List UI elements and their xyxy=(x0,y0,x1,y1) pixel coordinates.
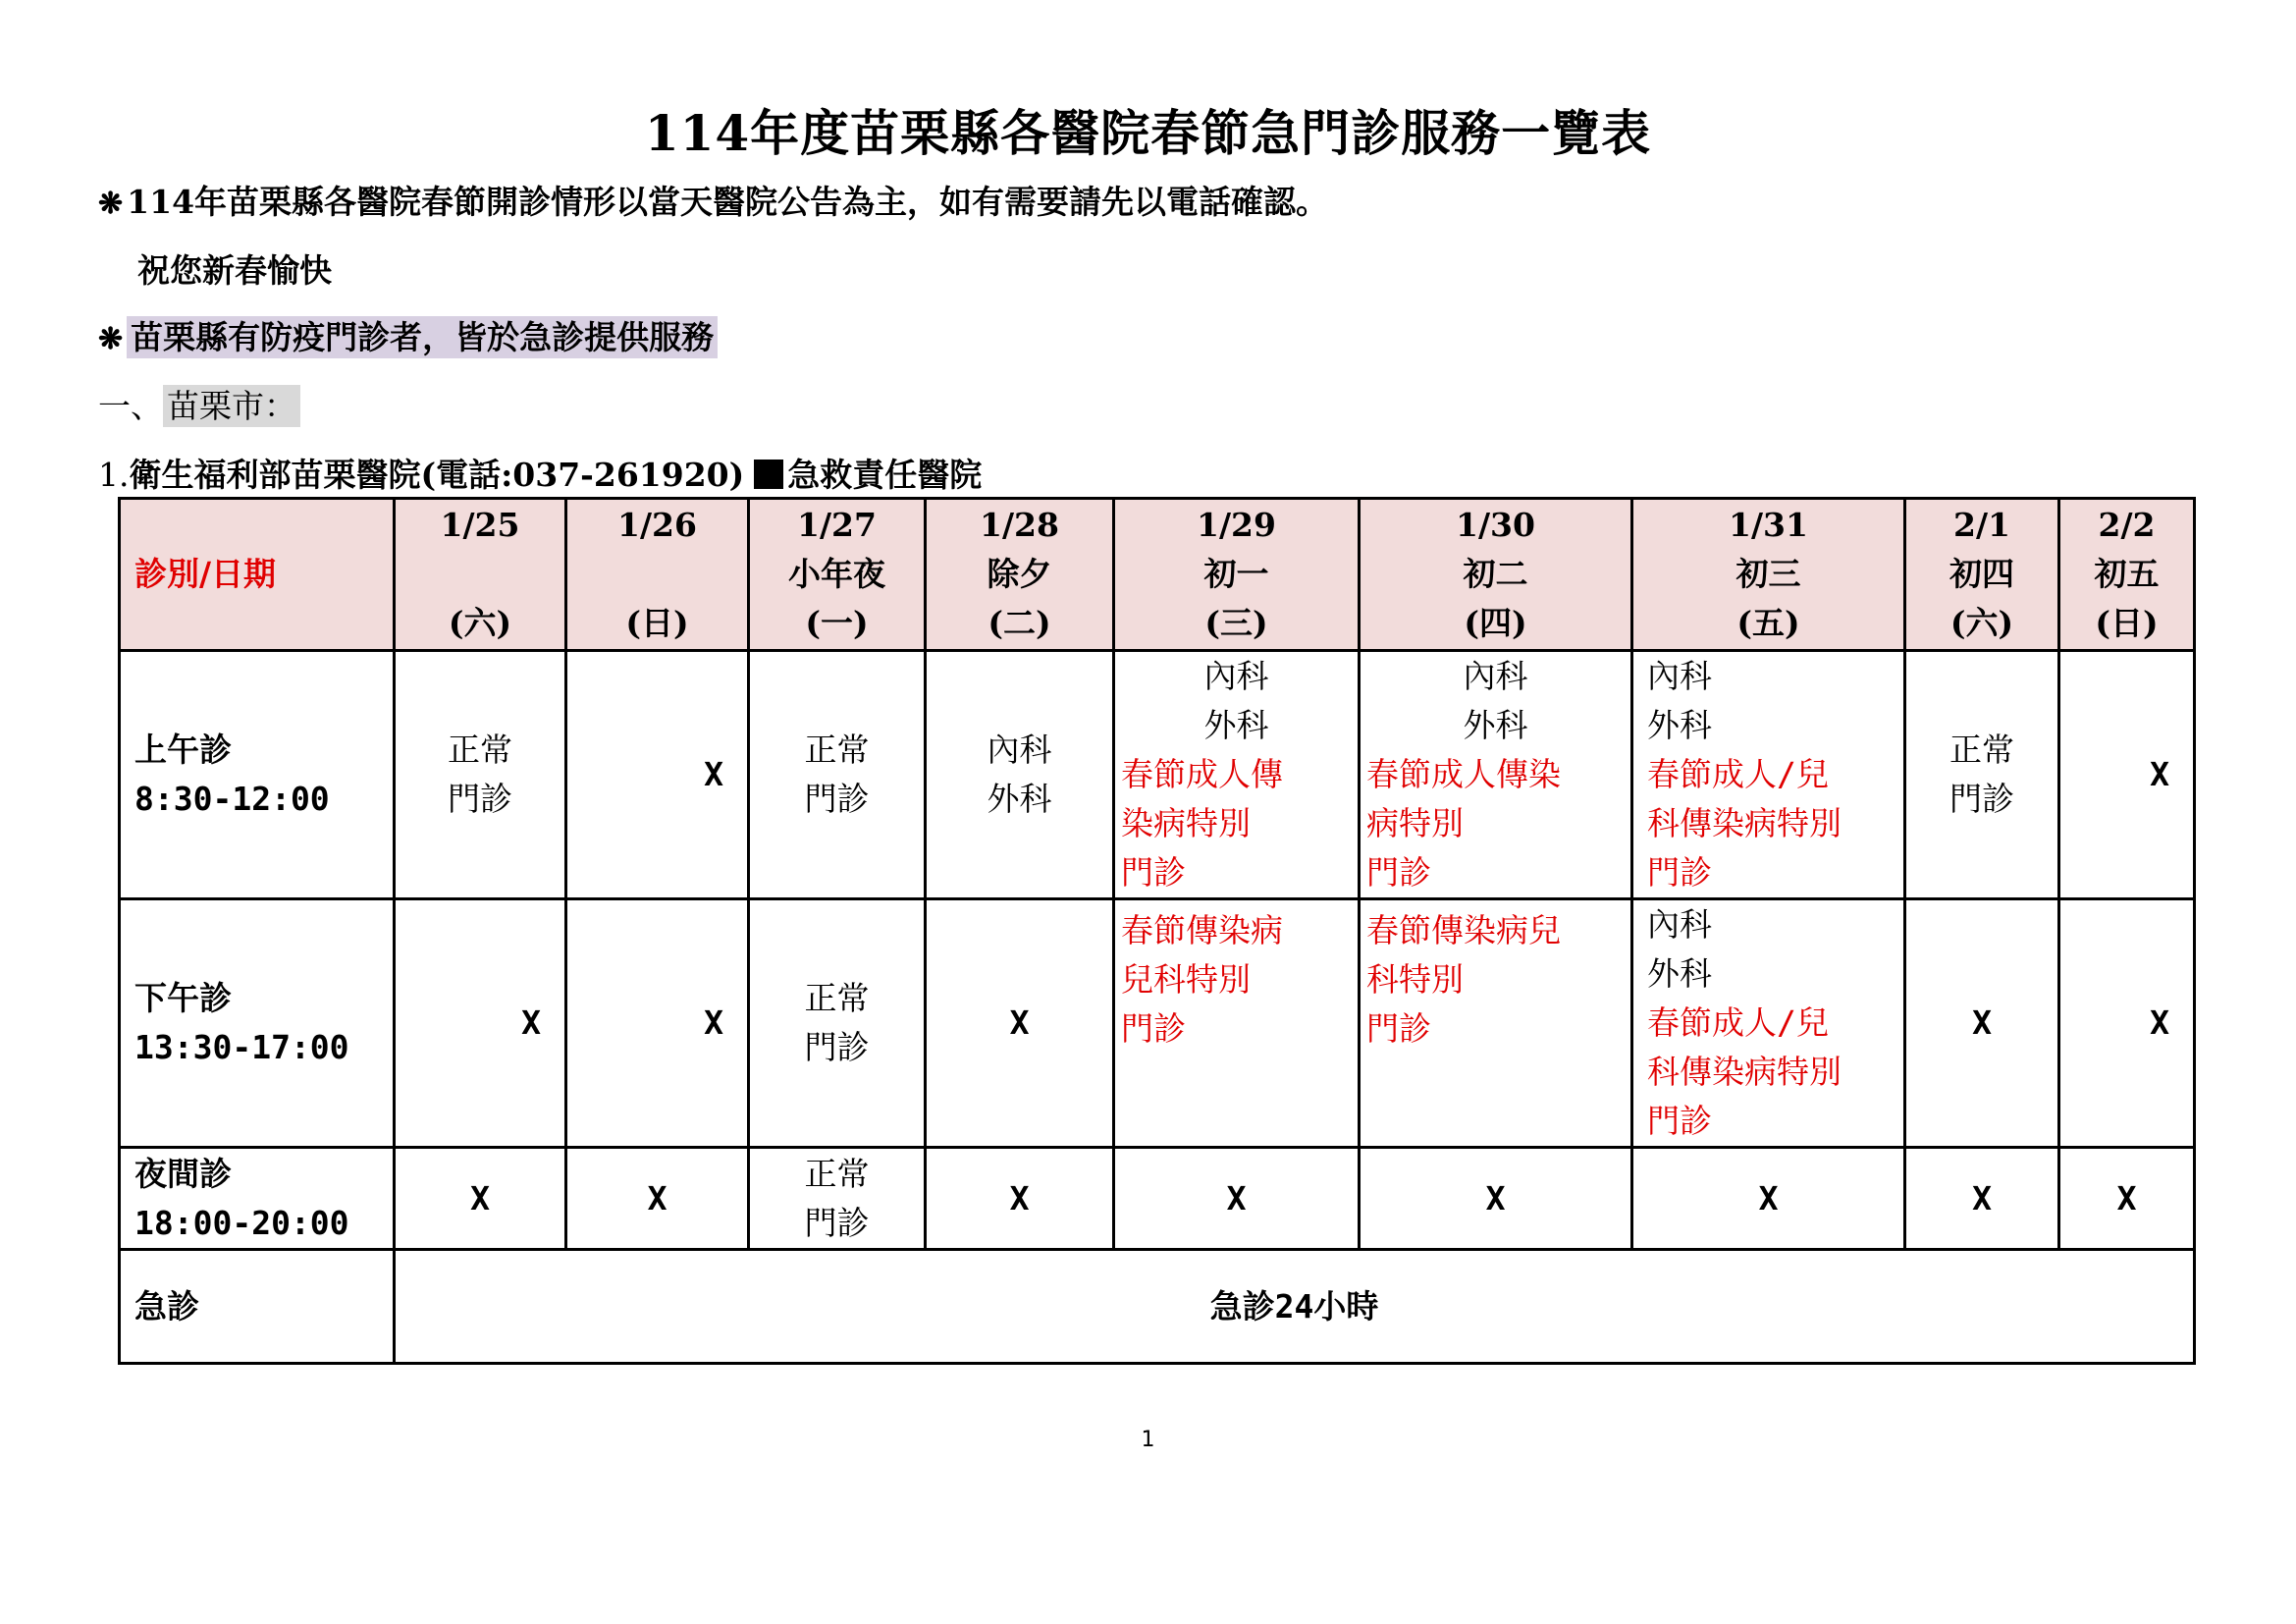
cell: 正常 門診 xyxy=(749,899,926,1148)
cell: X xyxy=(566,899,749,1148)
row-label: 急診 xyxy=(120,1250,395,1364)
notice2-line xyxy=(98,312,718,358)
page-title: 114年度苗栗縣各醫院春節急門診服務一覽表 xyxy=(644,104,1652,162)
cell: X xyxy=(566,1148,749,1250)
section-prefix: 一、 xyxy=(98,387,163,425)
cell: 內科 外科 春節成人/兒 科傳染病特別 門診 xyxy=(1632,899,1905,1148)
day-header: 1/30 初二 (四) xyxy=(1360,499,1632,651)
cell: X xyxy=(566,651,749,899)
cell: X xyxy=(1114,1148,1360,1250)
cell: X xyxy=(2059,1148,2195,1250)
hospital-index: 1. xyxy=(98,456,130,494)
section-label: 苗栗市： xyxy=(163,385,300,427)
day-header: 1/31 初三 (五) xyxy=(1632,499,1905,651)
cell: 內科 外科 春節成人/兒 科傳染病特別 門診 xyxy=(1632,651,1905,899)
table-header-row xyxy=(120,499,2195,651)
cell: 內科 外科 春節成人傳染 病特別 門診 xyxy=(1360,651,1632,899)
schedule-table xyxy=(118,497,2196,1365)
table-row xyxy=(120,651,2195,899)
cell: X xyxy=(2059,651,2195,899)
day-header: 1/29 初一 (三) xyxy=(1114,499,1360,651)
day-header: 1/25 (六) xyxy=(395,499,566,651)
cell: 春節傳染病兒 科特別 門診 xyxy=(1360,899,1632,1148)
section-heading xyxy=(98,381,300,427)
cell: X xyxy=(1632,1148,1905,1250)
cell: 正常 門診 xyxy=(1905,651,2059,899)
square-icon xyxy=(754,460,783,489)
hospital-heading xyxy=(98,450,982,496)
er-cell: 急診24小時 xyxy=(395,1250,2195,1364)
cell: X xyxy=(2059,899,2195,1148)
cell: 正常 門診 xyxy=(395,651,566,899)
row-label: 下午診 13:30-17:00 xyxy=(120,899,395,1148)
cell: X xyxy=(926,899,1114,1148)
cell: 正常 門診 xyxy=(749,651,926,899)
hospital-tag: 急救責任醫院 xyxy=(787,456,983,494)
table-row xyxy=(120,1148,2195,1250)
cell: 春節傳染病 兒科特別 門診 xyxy=(1114,899,1360,1148)
notice-text: 114年苗栗縣各醫院春節開診情形以當天醫院公告為主，如有需要請先以電話確認。 xyxy=(127,183,1329,221)
asterisk-icon: ❋ xyxy=(98,322,124,356)
cell: 內科 外科 xyxy=(926,651,1114,899)
notice2-text: 苗栗縣有防疫門診者，皆於急診提供服務 xyxy=(127,316,718,358)
day-header: 1/28 除夕 (二) xyxy=(926,499,1114,651)
cell: X xyxy=(1905,899,2059,1148)
row-label: 夜間診 18:00-20:00 xyxy=(120,1148,395,1250)
day-header: 1/27 小年夜 (一) xyxy=(749,499,926,651)
cell: 正常 門診 xyxy=(749,1148,926,1250)
cell: X xyxy=(926,1148,1114,1250)
page-number: 1 xyxy=(1141,1428,1155,1452)
cell: X xyxy=(395,1148,566,1250)
table-row xyxy=(120,1250,2195,1364)
greeting: 祝您新春愉快 xyxy=(137,251,332,290)
day-header: 1/26 (日) xyxy=(566,499,749,651)
cell: X xyxy=(1905,1148,2059,1250)
cell: X xyxy=(1360,1148,1632,1250)
table-row xyxy=(120,899,2195,1148)
day-header: 2/1 初四 (六) xyxy=(1905,499,2059,651)
cell: 內科 外科 春節成人傳 染病特別 門診 xyxy=(1114,651,1360,899)
day-header: 2/2 初五 (日) xyxy=(2059,499,2195,651)
asterisk-icon: ❋ xyxy=(98,187,124,221)
notice-line xyxy=(98,177,1328,223)
corner-cell: 診別/日期 xyxy=(120,499,395,651)
hospital-name: 衛生福利部苗栗醫院(電話:037-261920) xyxy=(129,456,745,494)
cell: X xyxy=(395,899,566,1148)
row-label: 上午診 8:30-12:00 xyxy=(120,651,395,899)
